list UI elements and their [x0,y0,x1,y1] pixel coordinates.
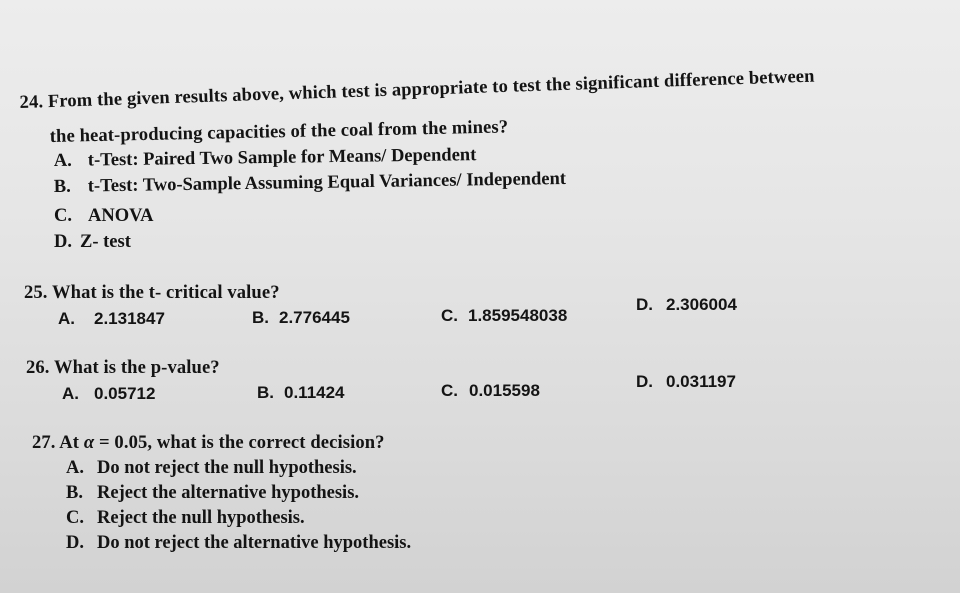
option-letter: D. [54,232,72,252]
option-text: Do not reject the null hypothesis. [97,458,357,478]
option-text: 1.859548038 [468,306,568,325]
option-text: 0.031197 [666,372,736,391]
option-letter: A. [53,150,72,172]
question-27-option-b [66,483,359,504]
option-text: 0.015598 [469,381,540,400]
question-27-option-a [66,458,357,479]
question-25-option-d [636,295,737,315]
option-letter: D. [636,295,653,314]
option-letter: A. [66,458,84,478]
option-letter: B. [252,308,269,327]
option-letter: A. [62,384,79,403]
question-27-option-d [66,533,411,554]
option-letter: C. [66,508,84,528]
alpha-symbol: α [83,432,95,453]
option-text: Reject the null hypothesis. [97,508,305,528]
option-text: Do not reject the alternative hypothesis. [97,533,412,553]
question-24-option-b [54,169,566,198]
question-24-option-d [54,232,131,253]
option-text: Z- test [80,232,131,252]
question-24-stem-line-1: 24. From the given results above, which test is appropriate to test the significant difference between [19,65,815,114]
question-27-option-c [66,508,305,529]
option-letter: B. [257,383,274,402]
question-26-option-a [62,384,155,404]
option-text: 2.131847 [94,309,165,328]
option-text: 2.776445 [279,308,350,327]
option-letter: D. [636,372,653,391]
option-letter: C. [441,381,458,400]
option-text: 2.306004 [666,295,737,314]
option-letter: B. [53,176,71,198]
option-letter: D. [66,533,84,553]
question-25-option-a [58,309,165,329]
option-letter: A. [58,309,75,328]
option-text: t-Test: Paired Two Sample for Means/ Dependent [87,145,477,171]
question-24-stem-line-2: the heat-producing capacities of the coal from the mines? [49,116,509,148]
question-24-option-c [54,206,153,227]
option-text: 0.11424 [284,383,345,402]
question-25-stem: 25. What is the t- critical value? [24,282,280,303]
question-26-stem: 26. What is the p-value? [26,357,220,378]
question-25-option-b [252,308,350,328]
option-letter: C. [441,306,458,325]
option-text: t-Test: Two-Sample Assuming Equal Variances/ Independent [87,168,567,197]
option-text: Reject the alternative hypothesis. [97,483,360,503]
question-26-option-d [636,372,736,392]
question-25-option-c [441,306,567,326]
question-26-option-b [257,383,345,403]
question-24-option-a [54,145,477,172]
question-27-stem-prefix: 27. At [32,432,80,453]
option-letter: B. [66,483,83,503]
question-27-stem [32,432,385,454]
option-text: ANOVA [88,206,154,226]
question-27-stem-suffix: = 0.05, what is the correct decision? [94,432,385,453]
option-letter: C. [54,206,72,226]
question-26-option-c [441,381,540,401]
option-text: 0.05712 [94,384,156,403]
